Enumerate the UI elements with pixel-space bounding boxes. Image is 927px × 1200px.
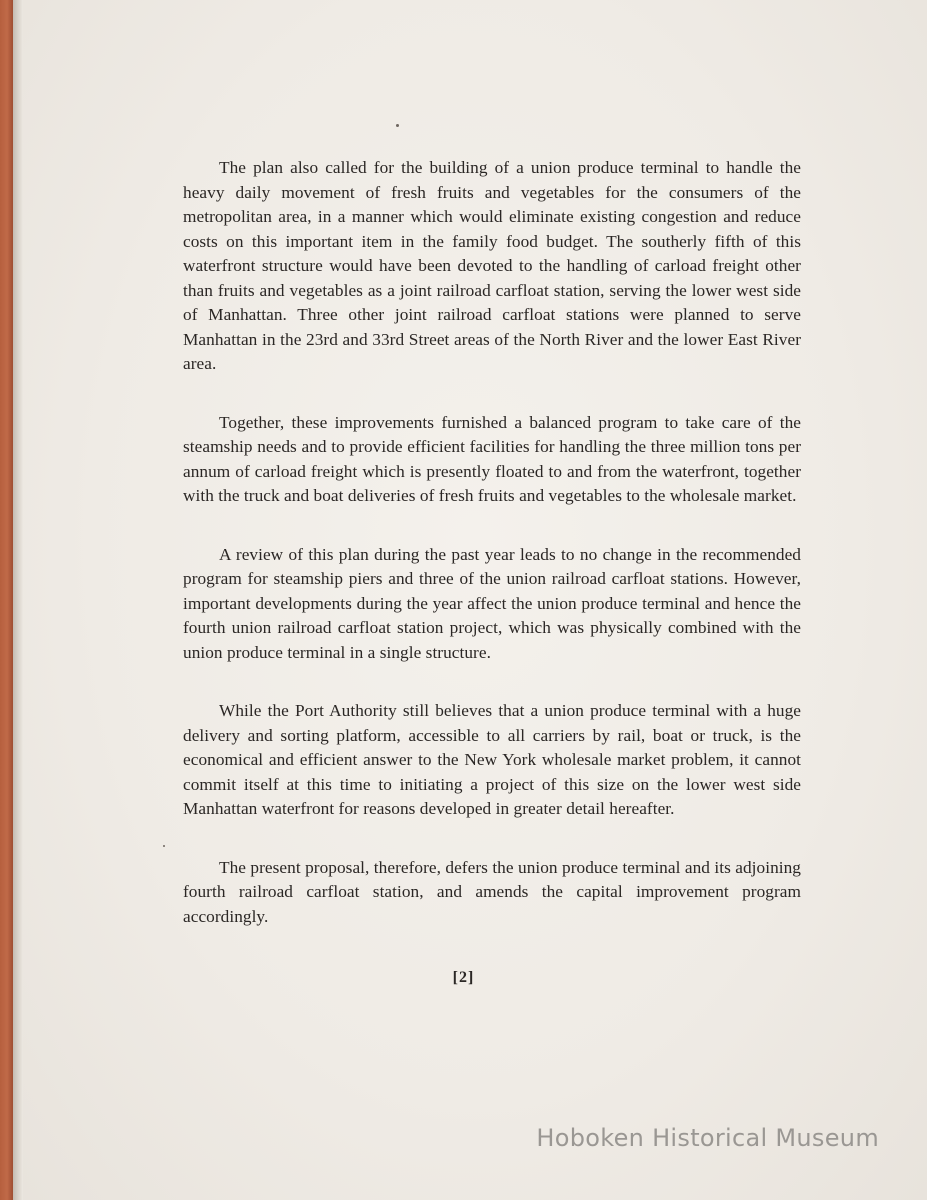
museum-watermark: Hoboken Historical Museum [536,1124,879,1152]
binding-shadow [13,0,23,1200]
binding-edge [0,0,13,1200]
paragraph-present-proposal: The present proposal, therefore, defers the union produce terminal and its adjoining fourth railroad carfloat station, and amends the capital improvement program accordingly. [183,857,801,926]
paper-speck [163,845,165,847]
paragraph-union-produce-terminal: The plan also called for the building of a union produce terminal to handle the heavy daily movement of fresh fruits and vegetables for the consumers of the metropolitan area, in a manner which would eliminate existing congestion and reduce costs on this important item in the family food budget. The southerly fifth of this waterfront structure would have been devoted to the handling of carload freight other than fruits and vegetables as a joint railroad carfloat station, serving the lower west side of Manhattan. Three other joint railroad carfloat stations were planned to serve Manhattan in the 23rd and 33rd Street areas of the North River and the lower East River area. [183,158,801,373]
paper-speck [396,124,399,127]
page-number: [2] [452,969,475,986]
paragraph-plan-review: A review of this plan during the past year leads to no change in the recommended program for steamship piers and three of the union railroad carfloat stations. However, important developments during the year affect the union produce terminal and hence the fourth union railroad carfloat station project, which was physically combined with the union produce terminal in a single structure. [183,544,801,662]
body-text [183,156,801,963]
paragraph-balanced-program: Together, these improvements furnished a balanced program to take care of the steamship needs and to provide efficient facilities for handling the three million tons per annum of carload freight which is presently floated to and from the waterfront, together with the truck and boat deliveries of fresh fruits and vegetables to the wholesale market. [183,412,801,505]
paragraph-port-authority-position: While the Port Authority still believes that a union produce terminal with a huge delivery and sorting platform, accessible to all carriers by rail, boat or truck, is the economical and efficient answer to the New York wholesale market problem, it cannot commit itself at this time to initiating a project of this size on the lower west side Manhattan waterfront for reasons developed in greater detail hereafter. [183,701,801,818]
